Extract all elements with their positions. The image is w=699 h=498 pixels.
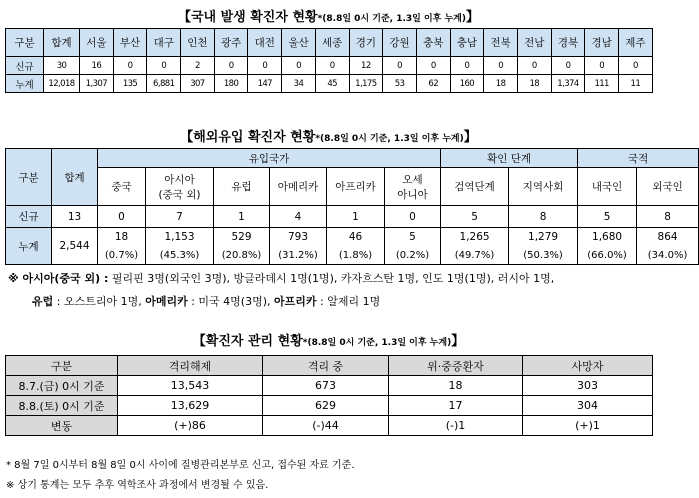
- africa-note-label: 아프리카: [274, 295, 317, 308]
- asia-note-label: ※ 아시아(중국 외) :: [8, 272, 109, 285]
- domestic-value-cell: 1,307: [80, 75, 114, 93]
- domestic-header-cell: 울산: [282, 29, 316, 57]
- imported-cum-pct: (20.8%): [214, 246, 270, 265]
- imported-table: [5, 148, 699, 265]
- stage-header-cell: 검역단계: [441, 168, 509, 206]
- origin-header-line2: (중국 외): [158, 188, 201, 201]
- imported-new-value: 8: [637, 206, 699, 228]
- origin-header-line1: 아메리카: [277, 181, 319, 193]
- domestic-header-cell: 강원: [383, 29, 417, 57]
- domestic-value-cell: 0: [113, 57, 147, 75]
- imported-total-header: 합계: [52, 149, 98, 206]
- domestic-header-cell: 대전: [248, 29, 282, 57]
- domestic-value-cell: 147: [248, 75, 282, 93]
- imported-stage-group: 확인 단계: [441, 149, 578, 168]
- management-header-cell: 사망자: [523, 356, 653, 376]
- domestic-value-cell: 0: [450, 57, 484, 75]
- domestic-header-cell: 서울: [80, 29, 114, 57]
- domestic-value-cell: 0: [383, 57, 417, 75]
- management-value-cell: 17: [389, 396, 523, 416]
- imported-cum-pct: (0.2%): [385, 246, 441, 265]
- domestic-value-cell: 0: [619, 57, 653, 75]
- imported-new-value: 8: [509, 206, 578, 228]
- origin-header-cell: [327, 168, 385, 206]
- management-value-cell: (+)1: [523, 416, 653, 436]
- domestic-value-cell: 1,374: [551, 75, 585, 93]
- management-value-cell: 629: [263, 396, 389, 416]
- imported-nationality-group: 국적: [578, 149, 699, 168]
- imported-new-value: 0: [385, 206, 441, 228]
- footnote-2: ※ 상기 통계는 모두 추후 역학조사 과정에서 변경될 수 있음.: [6, 480, 269, 491]
- domestic-value-cell: 135: [113, 75, 147, 93]
- management-title-close: 】: [451, 334, 465, 349]
- management-header-cell: 격리해제: [118, 356, 263, 376]
- management-title: [0, 330, 657, 349]
- domestic-header-cell: 전남: [517, 29, 551, 57]
- africa-note-text: : 알제리 1명: [316, 295, 381, 308]
- imported-origin-group: 유입국가: [98, 149, 441, 168]
- management-value-cell: 13,543: [118, 376, 263, 396]
- domestic-header-cell: 제주: [619, 29, 653, 57]
- domestic-value-cell: 18: [517, 75, 551, 93]
- management-value-cell: 18: [389, 376, 523, 396]
- imported-title-text: 【해외유입 확진자 현황: [180, 130, 316, 145]
- management-row-change: [6, 416, 653, 436]
- domestic-value-cell: 0: [484, 57, 518, 75]
- imported-new-value: 7: [146, 206, 214, 228]
- domestic-value-cell: 62: [416, 75, 450, 93]
- origin-header-line1: 아시아: [164, 173, 195, 186]
- management-value-cell: (+)86: [118, 416, 263, 436]
- imported-cum-pct: (0.7%): [98, 246, 146, 265]
- management-value-cell: 13,629: [118, 396, 263, 416]
- domestic-header-cell: 충남: [450, 29, 484, 57]
- imported-cum-value: 1,680: [578, 228, 637, 247]
- imported-cum-total: 2,544: [52, 228, 98, 265]
- management-row-0808: [6, 396, 653, 416]
- imported-cum-value: 1,153: [146, 228, 214, 247]
- domestic-value-cell: 111: [585, 75, 619, 93]
- domestic-row-label: 신규: [6, 57, 44, 75]
- domestic-header-cell: 구분: [6, 29, 44, 57]
- stage-header-cell: 지역사회: [509, 168, 578, 206]
- domestic-value-cell: 34: [282, 75, 316, 93]
- management-row-label: 8.7.(금) 0시 기준: [6, 376, 118, 396]
- origin-header-line1: 중국: [111, 181, 132, 193]
- domestic-header-cell: 전북: [484, 29, 518, 57]
- imported-new-value: 5: [441, 206, 509, 228]
- domestic-header-cell: 경북: [551, 29, 585, 57]
- domestic-value-cell: 0: [315, 57, 349, 75]
- imported-cum-pct: (66.0%): [578, 246, 637, 265]
- domestic-header-row: [6, 29, 653, 57]
- footnote-1: * 8월 7일 0시부터 8월 8일 0시 사이에 질병관리본부로 신고, 접수된 자료 기준.: [6, 460, 355, 471]
- domestic-header-cell: 합계: [44, 29, 80, 57]
- imported-title-close: 】: [463, 130, 477, 145]
- domestic-value-cell: 0: [282, 57, 316, 75]
- domestic-value-cell: 16: [80, 57, 114, 75]
- domestic-header-cell: 광주: [214, 29, 248, 57]
- domestic-value-cell: 30: [44, 57, 80, 75]
- domestic-value-cell: 6,881: [147, 75, 181, 93]
- domestic-value-cell: 0: [517, 57, 551, 75]
- domestic-row-new: [6, 57, 653, 75]
- imported-cum-value: 18: [98, 228, 146, 247]
- management-value-cell: (-)1: [389, 416, 523, 436]
- origin-header-line1: 오세: [402, 173, 423, 186]
- nationality-header-cell: 외국인: [637, 168, 699, 206]
- domestic-value-cell: 1,175: [349, 75, 383, 93]
- management-value-cell: 304: [523, 396, 653, 416]
- domestic-value-cell: 160: [450, 75, 484, 93]
- imported-cum-pct: (1.8%): [327, 246, 385, 265]
- domestic-value-cell: 18: [484, 75, 518, 93]
- origin-header-line2: 아니아: [397, 188, 428, 201]
- domestic-row-cumulative: [6, 75, 653, 93]
- domestic-value-cell: 0: [214, 57, 248, 75]
- management-row-0807: [6, 376, 653, 396]
- imported-cum-label: 누계: [6, 228, 52, 265]
- imported-new-value: 13: [52, 206, 98, 228]
- management-row-label: 변동: [6, 416, 118, 436]
- imported-cum-pct: (49.7%): [441, 246, 509, 265]
- domestic-subtitle: *(8.8일 0시 기준, 1.3일 이후 누계): [317, 14, 466, 24]
- imported-row-new: [6, 206, 699, 228]
- imported-new-value: 1: [214, 206, 270, 228]
- domestic-row-label: 누계: [6, 75, 44, 93]
- management-value-cell: (-)44: [263, 416, 389, 436]
- domestic-value-cell: 45: [315, 75, 349, 93]
- imported-cum-value: 793: [270, 228, 327, 247]
- domestic-header-cell: 세종: [315, 29, 349, 57]
- imported-new-value: 0: [98, 206, 146, 228]
- domestic-title-close: 】: [466, 10, 480, 25]
- domestic-value-cell: 0: [248, 57, 282, 75]
- imported-cum-value: 864: [637, 228, 699, 247]
- domestic-header-cell: 부산: [113, 29, 147, 57]
- imported-cum-pct: (45.3%): [146, 246, 214, 265]
- management-value-cell: 303: [523, 376, 653, 396]
- origin-header-cell: [270, 168, 327, 206]
- imported-cum-value: 1,265: [441, 228, 509, 247]
- imported-cum-pct: (34.0%): [637, 246, 699, 265]
- imported-cum-pct: (50.3%): [509, 246, 578, 265]
- america-note-text: : 미국 4명(3명),: [187, 295, 271, 308]
- imported-title: [0, 126, 657, 145]
- imported-cum-value: 529: [214, 228, 270, 247]
- management-header-cell: 구분: [6, 356, 118, 376]
- domestic-value-cell: 180: [214, 75, 248, 93]
- imported-new-label: 신규: [6, 206, 52, 228]
- management-row-label: 8.8.(토) 0시 기준: [6, 396, 118, 416]
- domestic-header-cell: 경기: [349, 29, 383, 57]
- imported-cum-pct: (31.2%): [270, 246, 327, 265]
- domestic-header-cell: 인천: [181, 29, 215, 57]
- imported-row-cumulative-pct: [6, 246, 699, 265]
- origin-header-line1: 아프리카: [335, 181, 376, 193]
- domestic-value-cell: 12: [349, 57, 383, 75]
- asia-note: [8, 270, 554, 286]
- asia-note-text: 필리핀 3명(외국인 3명), 방글라데시 1명(1명), 카자흐스탄 1명, 인도 1명(1명), 러시아 1명,: [108, 272, 555, 285]
- nationality-header-cell: 내국인: [578, 168, 637, 206]
- domestic-value-cell: 0: [585, 57, 619, 75]
- europe-note-label: 유럽: [32, 295, 54, 308]
- origin-header-cell: [98, 168, 146, 206]
- domestic-value-cell: 0: [551, 57, 585, 75]
- domestic-header-cell: 경남: [585, 29, 619, 57]
- imported-new-value: 4: [270, 206, 327, 228]
- domestic-title: [0, 6, 657, 25]
- domestic-value-cell: 53: [383, 75, 417, 93]
- imported-cum-value: 5: [385, 228, 441, 247]
- domestic-title-text: 【국내 발생 확진자 현황: [177, 10, 318, 25]
- management-subtitle: *(8.8일 0시 기준, 1.3일 이후 누계): [302, 338, 452, 348]
- management-header-cell: 격리 중: [263, 356, 389, 376]
- domestic-value-cell: 0: [416, 57, 450, 75]
- domestic-value-cell: 0: [147, 57, 181, 75]
- origin-header-line1: 유럽: [231, 181, 252, 193]
- management-table: [5, 355, 653, 436]
- management-value-cell: 673: [263, 376, 389, 396]
- imported-subtitle: *(8.8일 0시 기준, 1.3일 이후 누계): [315, 134, 464, 144]
- imported-cum-value: 46: [327, 228, 385, 247]
- america-note-label: 아메리카: [145, 295, 188, 308]
- domestic-header-cell: 충북: [416, 29, 450, 57]
- domestic-header-cell: 대구: [147, 29, 181, 57]
- imported-row-cumulative: [6, 228, 699, 247]
- domestic-value-cell: 307: [181, 75, 215, 93]
- domestic-value-cell: 11: [619, 75, 653, 93]
- imported-cum-value: 1,279: [509, 228, 578, 247]
- management-header-row: [6, 356, 653, 376]
- origin-header-cell: [146, 168, 214, 206]
- imported-subheader-row: [6, 168, 699, 206]
- domestic-value-cell: 12,018: [44, 75, 80, 93]
- imported-gubun-header: 구분: [6, 149, 52, 206]
- domestic-table: [5, 28, 653, 93]
- imported-new-value: 1: [327, 206, 385, 228]
- region-note: [32, 293, 380, 309]
- management-header-cell: 위·중증환자: [389, 356, 523, 376]
- imported-new-value: 5: [578, 206, 637, 228]
- europe-note-text: : 오스트리아 1명,: [53, 295, 142, 308]
- origin-header-cell: [214, 168, 270, 206]
- origin-header-cell: [385, 168, 441, 206]
- domestic-value-cell: 2: [181, 57, 215, 75]
- management-title-text: 【확진자 관리 현황: [192, 334, 303, 349]
